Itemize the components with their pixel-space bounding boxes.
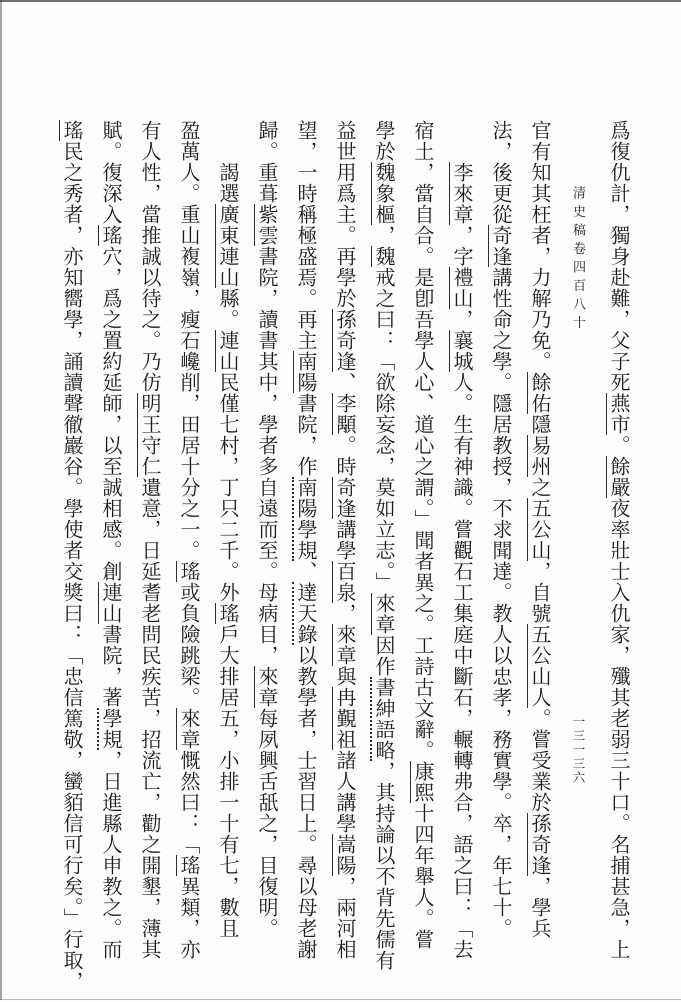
- proper-noun-mark: 瑤: [60, 120, 82, 141]
- text-column: 瑤民之秀者，亦知嚮學，誦讀聲徹巖谷。學使者交獎曰：「忠信篤敬，蠻貊信可行矣。」行取，: [60, 120, 82, 992]
- proper-noun-mark: 連山: [99, 582, 121, 624]
- proper-noun-mark: 紫雲: [255, 204, 277, 246]
- proper-noun-mark: 燕市: [607, 393, 629, 435]
- proper-noun-mark: 來章: [177, 708, 199, 750]
- proper-noun-mark: 康熙: [411, 761, 433, 803]
- proper-noun-mark: 連山: [216, 246, 238, 288]
- book-title-mark: 達天錄: [294, 582, 316, 645]
- proper-noun-mark: 易州: [528, 435, 550, 477]
- proper-noun-mark: 來章: [333, 624, 355, 666]
- proper-noun-mark: 瑤: [177, 855, 199, 876]
- scan-edge-left: [0, 0, 2, 1000]
- text-column: 爲復仇計，獨身赴難，父子死燕市。餘嚴夜率壯士入仇家，殲其老弱三十口。名捕甚急，上: [607, 120, 629, 960]
- proper-noun-mark: 五公山: [528, 498, 550, 561]
- proper-noun-mark: 餘佑: [528, 372, 550, 414]
- folio-column: [558, 120, 598, 1002]
- text-column: 法，後更從奇逢講性命之學。隱居教授，不求聞達。教人以忠孝，務實學。卒，年七十。: [489, 120, 511, 939]
- page-number: 一三一三六: [571, 715, 585, 785]
- proper-noun-mark: 百泉: [333, 561, 355, 603]
- proper-noun-mark: 五公山人: [528, 624, 550, 708]
- text-column: 李來章，字禮山，襄城人。生有神識。嘗觀石工集庭中斷石，輾轉弗合，語之曰：「去: [450, 162, 472, 960]
- proper-noun-mark: 李顒: [333, 393, 355, 435]
- proper-noun-mark: 孫奇逢: [528, 813, 550, 876]
- proper-noun-mark: 廣東: [216, 204, 238, 246]
- text-column: 賦。復深入瑤穴，爲之置約延師，以至誠相感。創連山書院，著學規，日進縣人申教之。而: [99, 120, 121, 960]
- proper-noun-mark: 魏象樞: [372, 162, 394, 225]
- proper-noun-mark: 魏: [372, 246, 394, 267]
- proper-noun-mark: 來章: [255, 666, 277, 708]
- proper-noun-mark: 連山: [216, 330, 238, 372]
- text-column: 望，一時稱極盛焉。再主南陽書院，作南陽學規、達天錄以教學者，士習日上。尋以母老謝: [294, 120, 316, 960]
- proper-noun-mark: 來章: [372, 593, 394, 635]
- proper-noun-mark: 嵩陽: [333, 834, 355, 876]
- text-column: 宿土，當自合。是卽吾學人心、道心之謂。」聞者異之。工詩古文辭。康熙十四年舉人。嘗: [411, 120, 433, 950]
- text-columns: [51, 120, 637, 1002]
- proper-noun-mark: 瑤: [99, 225, 121, 246]
- proper-noun-mark: 孫奇逢: [333, 309, 355, 372]
- text-column: 官有知其枉者，力解乃免。餘佑隱易州之五公山，自號五公山人。嘗受業於孫奇逢，學兵: [528, 120, 550, 939]
- proper-noun-mark: 瑤: [216, 603, 238, 624]
- proper-noun-mark: 奇逢: [489, 225, 511, 267]
- scan-edge-top: [0, 0, 681, 2]
- volume-title: 清史稿卷四百八十: [571, 186, 586, 334]
- proper-noun-mark: 奇逢: [333, 477, 355, 519]
- proper-noun-mark: 明: [138, 393, 160, 414]
- text-column: 有人性，當推誠以待之。乃仿明王守仁遺意，日延耆老問民疾苦，招流亡，勸之開墾，薄其: [138, 120, 160, 960]
- text-column: 學於魏象樞，魏戒之曰：「欲除妄念，莫如立志。」來章因作書紳語略，其持論以不背先儒有: [372, 120, 394, 971]
- proper-noun-mark: 襄城: [450, 330, 472, 372]
- proper-noun-mark: 禮山: [450, 267, 472, 309]
- text-column: 益世用爲主。再學於孫奇逢、李顒。時奇逢講學百泉，來章與冉覲祖諸人講學嵩陽，兩河相: [333, 120, 355, 960]
- proper-noun-mark: 瑤: [177, 561, 199, 582]
- proper-noun-mark: 冉覲祖: [333, 687, 355, 750]
- text-column: 歸。重葺紫雲書院，讀書其中，學者多自遠而至。母病目，來章每夙興舌舐之，目復明。: [255, 120, 277, 939]
- text-column: 謁選廣東連山縣。連山民僅七村，丁只二千。外瑤戶大排居五，小排一十有七，數且: [216, 162, 238, 939]
- book-title-mark: 書紳語略: [372, 677, 394, 761]
- proper-noun-mark: 王守仁: [138, 414, 160, 477]
- proper-noun-mark: 南陽: [294, 351, 316, 393]
- text-column: 盈萬人。重山複嶺，瘦石巉削，田居十分之一。瑤或負險跳梁。來章慨然曰：「瑤異類，亦: [177, 120, 199, 960]
- book-title-mark: 南陽學規: [294, 477, 316, 561]
- book-title-mark: 學規: [99, 708, 121, 750]
- proper-noun-mark: 餘嚴: [607, 456, 629, 498]
- proper-noun-mark: 李來章: [450, 162, 472, 225]
